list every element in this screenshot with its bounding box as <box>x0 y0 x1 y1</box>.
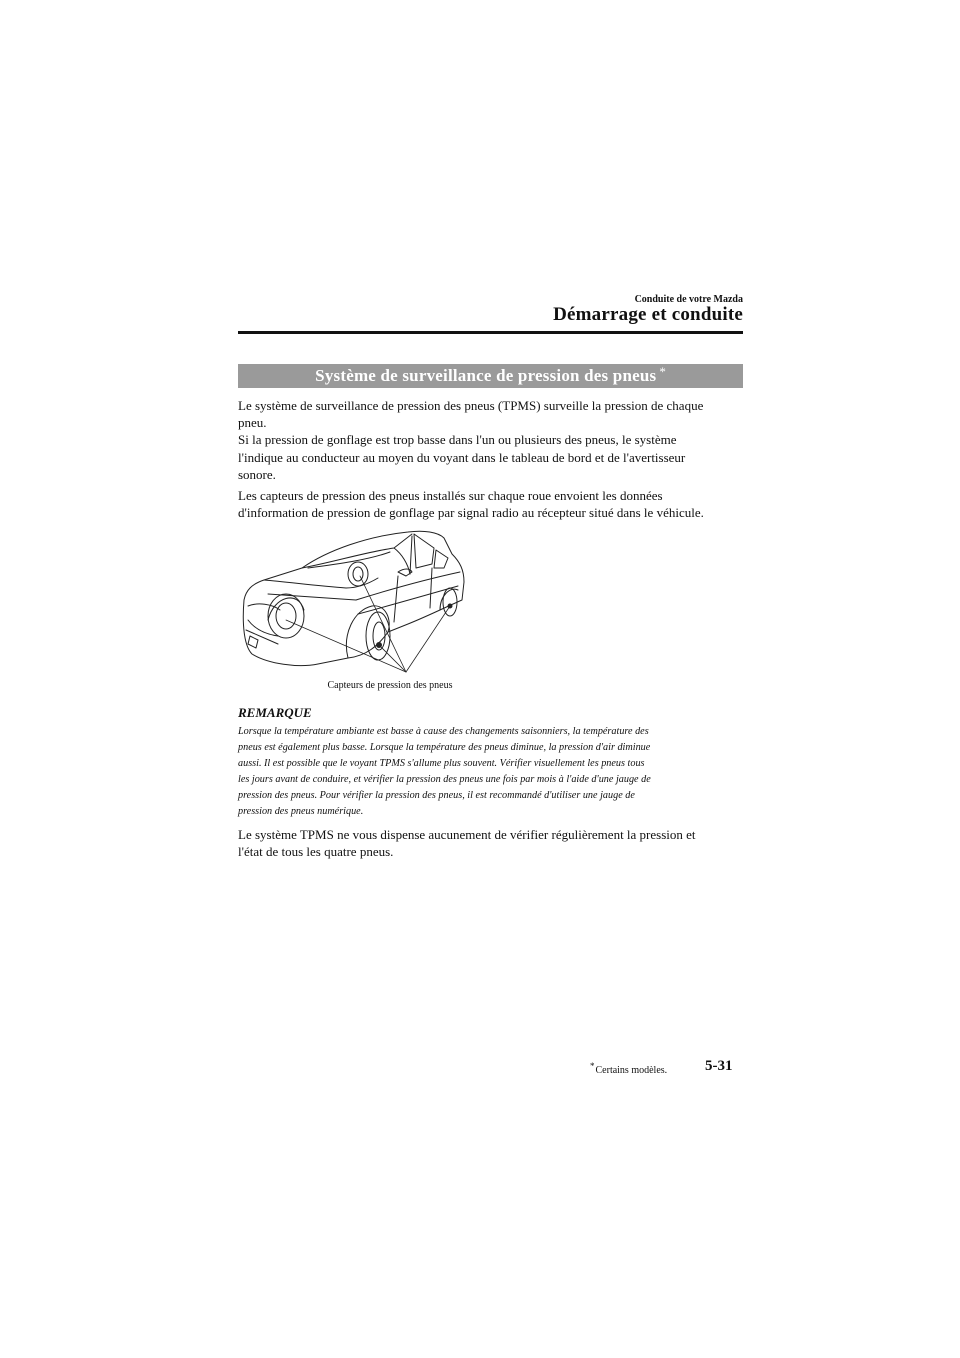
page-number: 5-31 <box>705 1058 733 1074</box>
intro-paragraph <box>238 397 743 483</box>
illustration-caption: Capteurs de pression des pneus <box>327 680 453 691</box>
section-title-bar <box>238 364 743 388</box>
remark-line: pression des pneus. Pour vérifier la pression des pneus, il est recommandé d'utiliser une jauge de <box>238 789 635 801</box>
section-heading: Démarrage et conduite <box>553 304 743 325</box>
remark-line: Lorsque la température ambiante est basse à cause des changements saisonniers, la température des <box>238 726 649 737</box>
header-divider <box>238 331 743 334</box>
intro-line: Si la pression de gonflage est trop basse dans l'un ou plusieurs des pneus, le système <box>238 432 677 448</box>
footnote <box>590 1061 668 1076</box>
sensor-paragraph <box>238 487 743 521</box>
sensor-line: Les capteurs de pression des pneus installés sur chaque roue envoient les données <box>238 488 663 503</box>
sensor-line: d'information de pression de gonflage par signal radio au récepteur situé dans le véhicule. <box>238 505 704 521</box>
section-title-asterisk: * <box>659 364 666 379</box>
remark-line: aussi. Il est possible que le voyant TPMS s'allume plus souvent. Vérifier visuellement les pneus tous <box>238 757 645 769</box>
footnote-asterisk: * <box>590 1061 595 1071</box>
remark-line: les jours avant de conduire, et vérifier la pression des pneus une fois par mois à l'aide d'une jauge de <box>238 773 651 785</box>
intro-line: l'indique au conducteur au moyen du voyant dans le tableau de bord et de l'avertisseur <box>238 449 686 465</box>
remark-text <box>238 724 748 819</box>
closing-paragraph <box>238 826 743 860</box>
remark-line: pression des pneus numérique. <box>238 805 364 817</box>
remark-line: pneus est également plus basse. Lorsque la température des pneus diminue, la pression d'air diminue <box>238 741 651 753</box>
intro-line: Le système de surveillance de pression des pneus (TPMS) surveille la pression de chaque <box>238 398 704 413</box>
section-title: Système de surveillance de pression des pneus <box>315 366 657 385</box>
closing-line: Le système TPMS ne vous dispense aucunement de vérifier régulièrement la pression et <box>238 827 696 842</box>
car-tire-sensor-illustration <box>238 524 470 676</box>
intro-line: sonore. <box>238 466 276 482</box>
closing-line: l'état de tous les quatre pneus. <box>238 844 394 860</box>
intro-line: pneu. <box>238 415 267 431</box>
chapter-label: Conduite de votre Mazda <box>634 294 743 305</box>
footnote-text: Certains modèles. <box>595 1065 668 1076</box>
remark-title: REMARQUE <box>238 705 312 720</box>
